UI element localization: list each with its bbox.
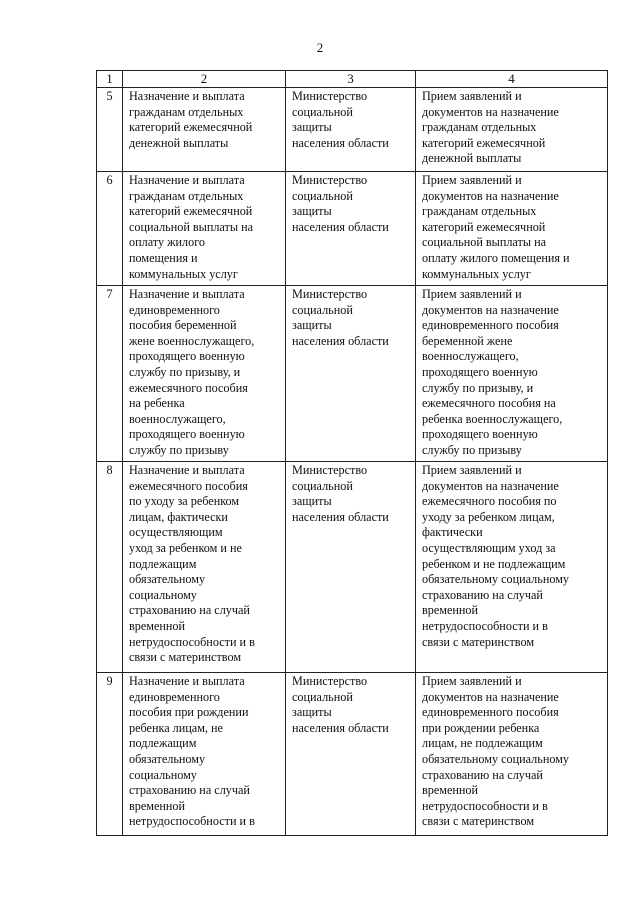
action-cell <box>416 673 608 836</box>
action-cell <box>416 88 608 172</box>
column-header-2: 2 <box>123 71 286 88</box>
table-header-row <box>97 71 608 88</box>
table-row <box>97 88 608 172</box>
action-description: Прием заявлений и документов на назначение ежемесячного пособия по уходу за ребенком лицам, фактически осуществляющим уход за ребенком и не подлежащим обязательному социальному страхованию на случай временной нетрудоспособности и в связи с материнством <box>422 463 570 649</box>
ministry-name: Министерство социальной защиты населения области <box>292 463 389 524</box>
table-row <box>97 286 608 462</box>
ministry-cell <box>286 88 416 172</box>
service-name: Назначение и выплата гражданам отдельных категорий ежемесячной денежной выплаты <box>129 89 253 150</box>
service-name-cell <box>123 172 286 286</box>
row-number: 5 <box>97 88 123 172</box>
action-cell <box>416 462 608 673</box>
service-name-cell <box>123 462 286 673</box>
ministry-name: Министерство социальной защиты населения области <box>292 173 389 234</box>
column-header-1: 1 <box>97 71 123 88</box>
ministry-cell <box>286 286 416 462</box>
action-description: Прием заявлений и документов на назначение единовременного пособия при рождении ребенка лицам, не подлежащим обязательному социальному страхованию на случай временной нетрудоспособности и в связи с материнством <box>422 674 570 829</box>
table-row <box>97 673 608 836</box>
table-row <box>97 462 608 673</box>
page-number: 2 <box>316 40 324 55</box>
service-name-cell <box>123 88 286 172</box>
row-number: 9 <box>97 673 123 836</box>
action-description: Прием заявлений и документов на назначение гражданам отдельных категорий ежемесячной денежной выплаты <box>422 89 559 166</box>
ministry-cell <box>286 172 416 286</box>
service-name-cell <box>123 673 286 836</box>
row-number: 8 <box>97 462 123 673</box>
services-table <box>96 70 608 836</box>
column-header-3: 3 <box>286 71 416 88</box>
ministry-name: Министерство социальной защиты населения области <box>292 674 389 735</box>
service-name: Назначение и выплата ежемесячного пособия по уходу за ребенком лицам, фактически осуществляющим уход за ребенком и не подлежащим обязательному социальному страхованию на случай временной нетрудоспособности и в связи с материнством <box>129 463 255 665</box>
action-description: Прием заявлений и документов на назначение гражданам отдельных категорий ежемесячной социальной выплаты на оплату жилого помещения и коммунальных услуг <box>422 173 570 281</box>
ministry-cell <box>286 462 416 673</box>
ministry-name: Министерство социальной защиты населения области <box>292 89 389 150</box>
row-number: 7 <box>97 286 123 462</box>
ministry-name: Министерство социальной защиты населения области <box>292 287 389 348</box>
action-cell <box>416 172 608 286</box>
service-name: Назначение и выплата единовременного пособия беременной жене военнослужащего, проходящего военную службу по призыву, и ежемесячного пособия на ребенка военнослужащего, проходящего военную службу по призыву <box>129 287 255 457</box>
table-row <box>97 172 608 286</box>
service-name-cell <box>123 286 286 462</box>
action-description: Прием заявлений и документов на назначение единовременного пособия беременной жене военнослужащего, проходящего военную службу по призыву, и ежемесячного пособия на ребенка военнослужащего, проходящего военную службу по призыву <box>422 287 563 457</box>
column-header-4: 4 <box>416 71 608 88</box>
action-cell <box>416 286 608 462</box>
service-name: Назначение и выплата гражданам отдельных категорий ежемесячной социальной выплаты на оплату жилого помещения и коммунальных услуг <box>129 173 254 281</box>
row-number: 6 <box>97 172 123 286</box>
service-name: Назначение и выплата единовременного пособия при рождении ребенка лицам, не подлежащим обязательному социальному страхованию на случай временной нетрудоспособности и в <box>129 674 255 829</box>
ministry-cell <box>286 673 416 836</box>
